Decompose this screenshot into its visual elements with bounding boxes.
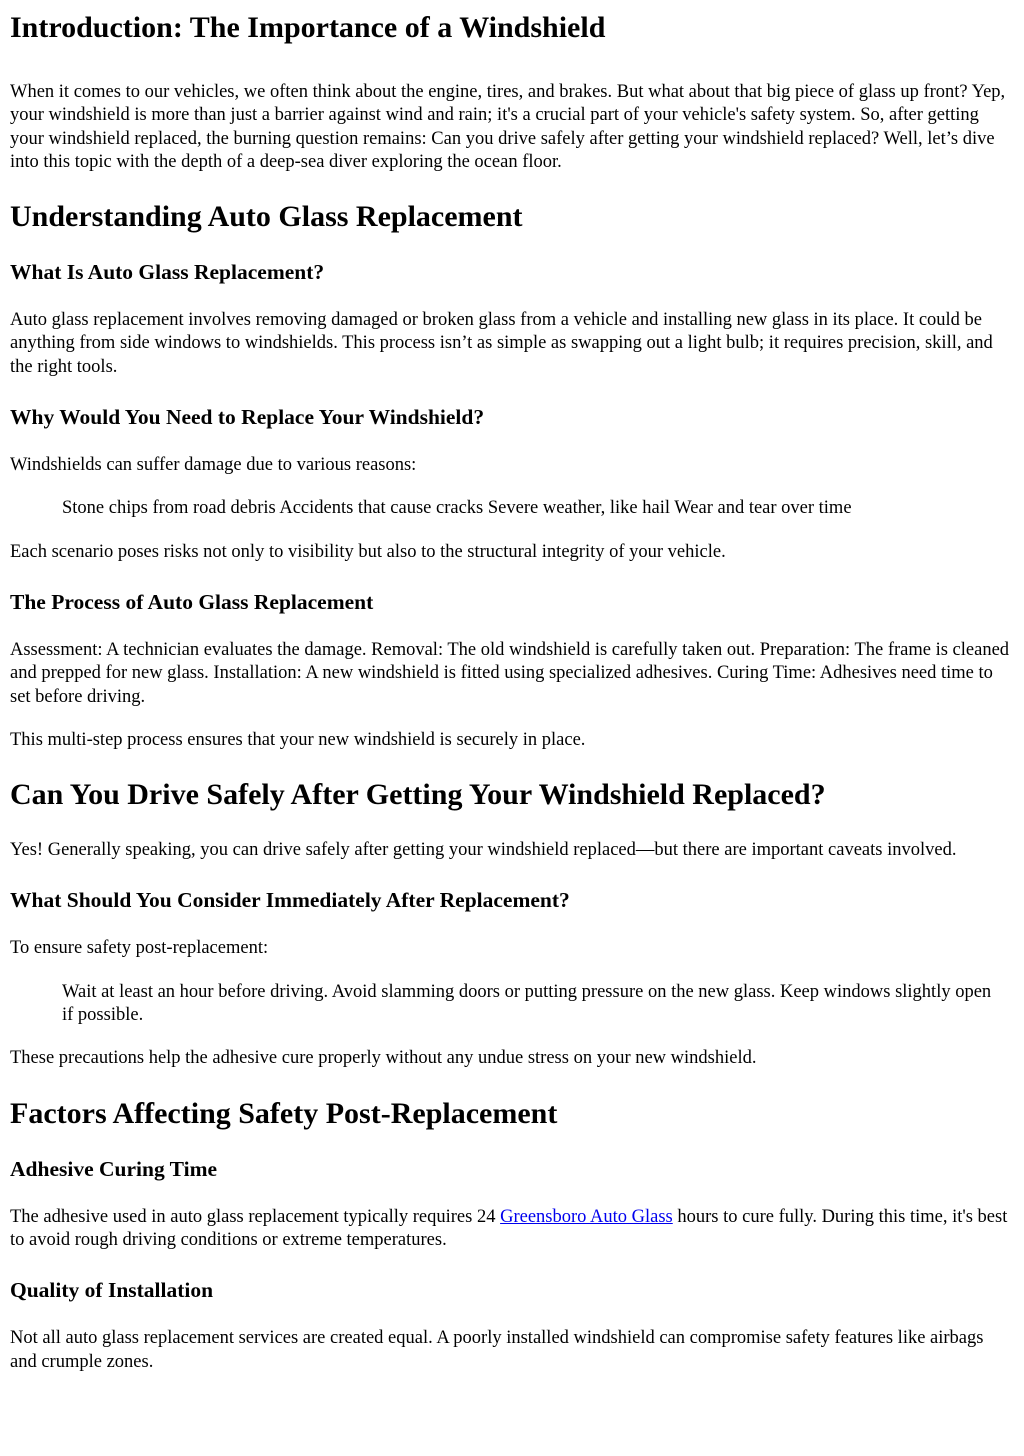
intro-heading: Introduction: The Importance of a Windshield bbox=[10, 11, 606, 44]
quality-heading: Quality of Installation bbox=[10, 1278, 214, 1303]
damage-reasons-list: Stone chips from road debris Accidents that cause cracks Severe weather, like hail Wear and tear over time bbox=[62, 498, 852, 519]
understanding-heading: Understanding Auto Glass Replacement bbox=[10, 200, 523, 234]
drive-safely-paragraph: Yes! Generally speaking, you can drive safely after getting your windshield replaced—but there are important caveats involved. bbox=[10, 840, 957, 861]
article bbox=[0, 10, 1024, 1374]
process-after: This multi-step process ensures that your new windshield is securely in place. bbox=[10, 729, 586, 750]
process-heading: The Process of Auto Glass Replacement bbox=[10, 589, 374, 614]
drive-safely-heading: Can You Drive Safely After Getting Your Windshield Replaced? bbox=[10, 778, 826, 812]
greensboro-auto-glass-link[interactable]: Greensboro Auto Glass bbox=[500, 1206, 673, 1227]
why-replace-heading: Why Would You Need to Replace Your Windshield? bbox=[10, 405, 485, 430]
why-replace-after: Each scenario poses risks not only to visibility but also to the structural integrity of your vehicle. bbox=[10, 541, 726, 562]
factors-heading: Factors Affecting Safety Post-Replacement bbox=[10, 1096, 558, 1130]
adhesive-heading: Adhesive Curing Time bbox=[10, 1156, 218, 1181]
consider-lead: To ensure safety post-replacement: bbox=[10, 938, 269, 959]
adhesive-paragraph bbox=[10, 1206, 1014, 1253]
adhesive-text-after: hours to cure fully. During this time, it's best to avoid rough driving conditions or extreme temperatures. bbox=[10, 1206, 1008, 1250]
quality-paragraph: Not all auto glass replacement services are created equal. A poorly installed windshield can compromise safety features like airbags and crumple zones. bbox=[10, 1328, 984, 1372]
why-replace-lead: Windshields can suffer damage due to various reasons: bbox=[10, 455, 417, 476]
process-steps: Assessment: A technician evaluates the damage. Removal: The old windshield is carefully taken out. Preparation: The frame is cleaned and prepped for new glass. Installation: A new windshield is fitted using specialized adhesives. Curing Time: Adhesives need time to set before driving. bbox=[10, 639, 1010, 707]
what-is-heading: What Is Auto Glass Replacement? bbox=[10, 260, 325, 285]
what-is-paragraph: Auto glass replacement involves removing damaged or broken glass from a vehicle and installing new glass in its place. It could be anything from side windows to windshields. This process isn’t as simple as swapping out a light bulb; it requires precision, skill, and the right tools. bbox=[10, 310, 993, 377]
adhesive-text-before: The adhesive used in auto glass replacement typically requires 24 bbox=[10, 1206, 501, 1227]
consider-heading: What Should You Consider Immediately After Replacement? bbox=[10, 888, 570, 913]
precautions-list: Wait at least an hour before driving. Avoid slamming doors or putting pressure on the new glass. Keep windows slightly open if possible. bbox=[62, 981, 992, 1026]
consider-after: These precautions help the adhesive cure properly without any undue stress on your new windshield. bbox=[10, 1048, 757, 1069]
intro-paragraph: When it comes to our vehicles, we often think about the engine, tires, and brakes. But what about that big piece of glass up front? Yep, your windshield is more than just a barrier against wind and rain; it's a crucial part of your vehicle's safety system. So, after getting your windshield replaced, the burning question remains: Can you drive safely after getting your windshield replaced? Well, let’s dive into this topic with the depth of a deep-sea diver exploring the ocean floor. bbox=[10, 82, 1006, 172]
